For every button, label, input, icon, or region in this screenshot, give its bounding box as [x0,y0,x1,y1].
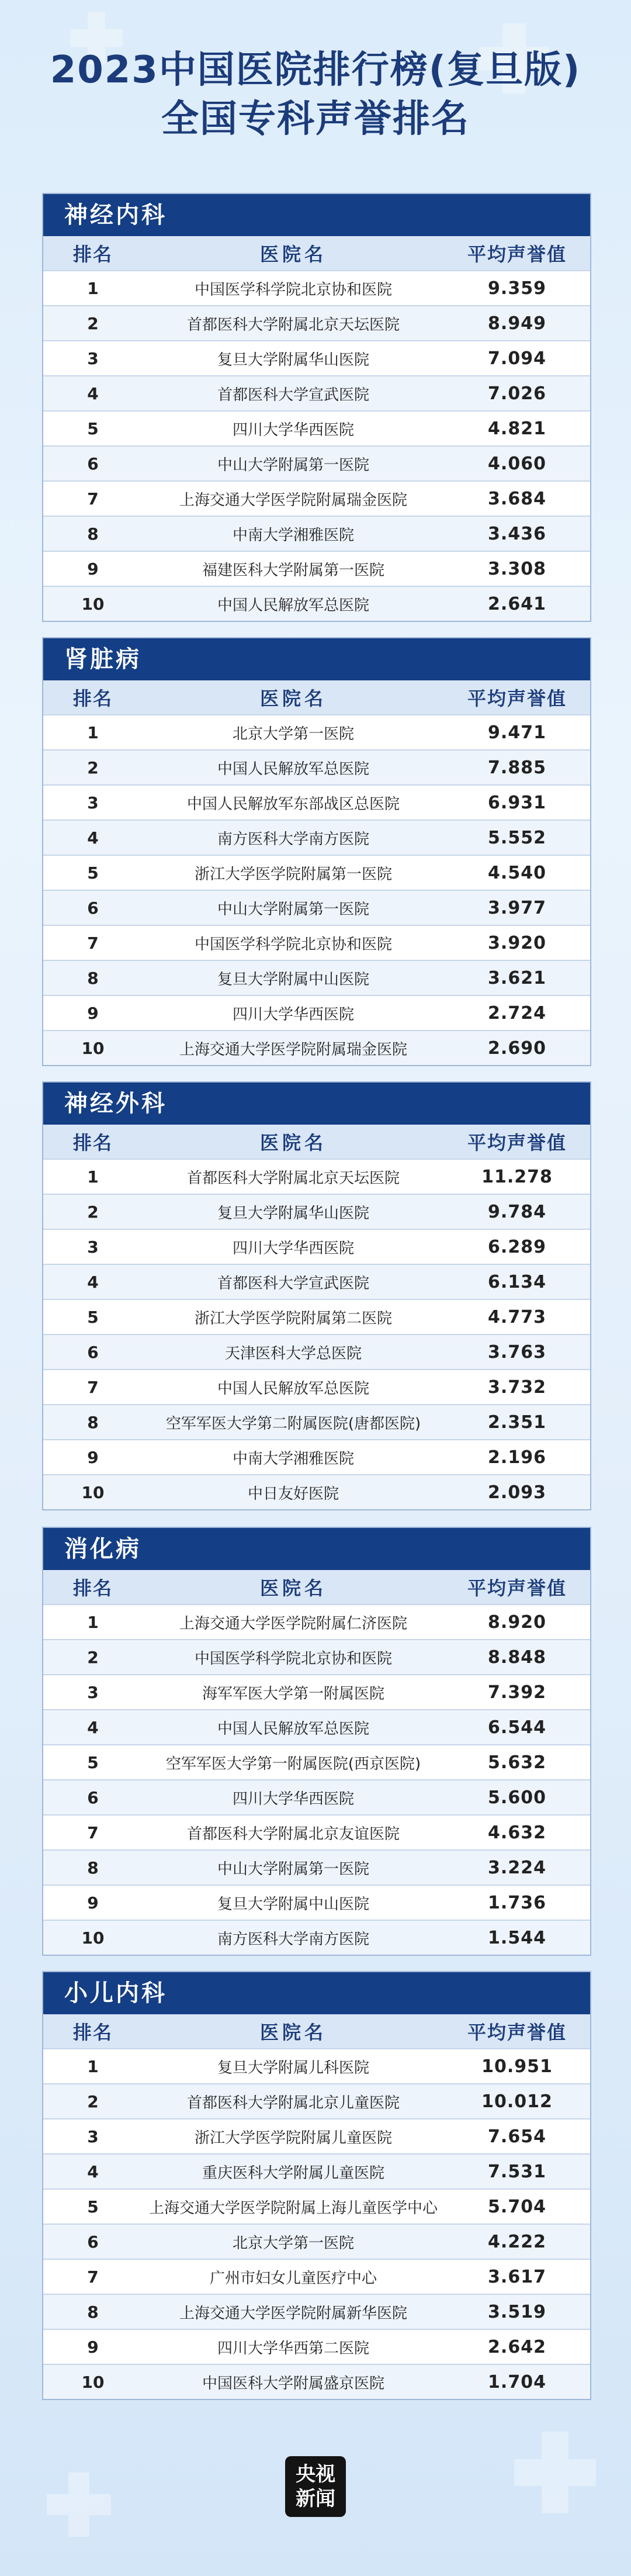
rank-cell: 9 [87,1893,99,1913]
rank-cell: 9 [87,2337,99,2357]
hospital-name-cell: 上海交通大学医学院附属仁济医院 [179,1614,407,1633]
ranking-section [42,637,591,1066]
table-row [43,925,590,960]
rank-cell: 1 [87,2056,99,2076]
section-title: 消化病 [43,1528,590,1570]
column-header-score: 平均声誉值 [467,2021,567,2043]
table-row [43,2294,590,2329]
score-cell: 6.134 [488,1271,546,1292]
rank-cell: 7 [87,1377,99,1397]
column-header-hospital: 医院名 [259,1577,327,1599]
score-cell: 8.949 [488,313,546,334]
table-row [43,586,590,621]
rank-cell: 6 [87,2232,99,2252]
hospital-name-cell: 四川大学华西医院 [232,1790,354,1808]
hospital-name-cell: 浙江大学医学院附属第一医院 [194,865,392,883]
hospital-name-cell: 中南大学湘雅医院 [232,526,354,544]
hospital-name-cell: 中国人民解放军总医院 [217,1720,369,1738]
hospital-name-cell: 上海交通大学医学院附属新华医院 [179,2304,407,2322]
ranking-section [42,193,591,622]
hospital-name-cell: 中国人民解放军总医院 [217,596,369,614]
column-header-score: 平均声誉值 [467,1132,567,1154]
table-row [43,2259,590,2294]
table-row [43,2364,590,2399]
score-cell: 5.552 [488,827,546,848]
table-row [43,1920,590,1955]
table-row [43,1885,590,1920]
column-header-score: 平均声誉值 [467,687,567,710]
hospital-name-cell: 复旦大学附属华山医院 [217,1204,369,1222]
score-cell: 8.920 [488,1612,546,1633]
hospital-name-cell: 重庆医科大学附属儿童医院 [202,2164,384,2182]
rank-cell: 5 [87,1752,99,1772]
rank-cell: 4 [87,1717,99,1737]
rank-cell: 7 [87,489,99,509]
rank-cell: 7 [87,2267,99,2287]
table-row [43,2224,590,2259]
hospital-name-cell: 广州市妇女儿童医疗中心 [209,2269,377,2287]
table-row [43,551,590,586]
score-cell: 4.632 [488,1822,546,1843]
rank-cell: 1 [87,278,99,298]
score-cell: 1.544 [488,1927,546,1948]
score-cell: 3.763 [488,1341,546,1363]
score-cell: 7.392 [488,1682,546,1703]
hospital-name-cell: 复旦大学附属儿科医院 [217,2059,369,2077]
table-row [43,1334,590,1369]
hospital-name-cell: 福建医科大学附属第一医院 [202,561,384,579]
rank-cell: 8 [87,968,99,988]
rank-cell: 2 [87,313,99,333]
section-title: 神经内科 [43,194,590,236]
score-cell: 10.951 [481,2056,553,2077]
rank-cell: 9 [87,1003,99,1023]
cctv-news-logo [285,2456,346,2517]
column-header-hospital: 医院名 [259,243,327,265]
rank-cell: 3 [87,1682,99,1702]
score-cell: 1.736 [488,1892,546,1913]
column-header-score: 平均声誉值 [467,1577,567,1599]
score-cell: 3.308 [488,558,546,579]
rank-cell: 5 [87,1307,99,1327]
hospital-name-cell: 上海交通大学医学院附属瑞金医院 [179,491,407,509]
rank-cell: 4 [87,1272,99,1292]
score-cell: 1.704 [488,2371,546,2392]
table-row [43,2048,590,2083]
rank-cell: 4 [87,828,99,848]
table-row [43,1264,590,1299]
score-cell: 2.642 [488,2336,546,2357]
hospital-name-cell: 复旦大学附属中山医院 [217,970,369,988]
score-cell: 7.531 [488,2161,546,2182]
table-row [43,2153,590,2188]
rank-cell: 6 [87,1342,99,1362]
rank-cell: 3 [87,2127,99,2146]
ranking-section [42,1527,591,1956]
rank-cell: 4 [87,383,99,403]
score-cell: 3.436 [488,523,546,544]
table-row [43,960,590,995]
hospital-name-cell: 首都医科大学附属北京儿童医院 [186,2094,400,2112]
score-cell: 4.540 [488,862,546,883]
score-cell: 3.519 [488,2301,546,2322]
hospital-name-cell: 中日友好医院 [247,1485,339,1503]
rank-cell: 3 [87,348,99,368]
score-cell: 9.359 [488,278,546,299]
hospital-name-cell: 浙江大学医学院附属儿童医院 [194,2129,392,2147]
logo-line-2: 新闻 [296,2487,335,2511]
hospital-name-cell: 南方医科大学南方医院 [217,1930,369,1948]
score-cell: 3.920 [488,932,546,953]
table-header-row [43,236,590,270]
hospital-name-cell: 中国人民解放军总医院 [217,760,369,778]
table-row [43,2329,590,2364]
rank-cell: 7 [87,933,99,953]
score-cell: 5.600 [488,1787,546,1808]
score-cell: 6.544 [488,1717,546,1738]
table-row [43,340,590,375]
table-header-row [43,1570,590,1604]
page-title [0,0,631,175]
ranking-section [42,1971,591,2400]
hospital-name-cell: 中山大学附属第一医院 [217,456,369,474]
table-row [43,1159,590,1194]
rank-cell: 3 [87,1237,99,1257]
hospital-name-cell: 北京大学第一医院 [232,2234,354,2252]
rank-cell: 9 [87,1447,99,1467]
score-cell: 5.632 [488,1752,546,1773]
ranking-section [42,1081,591,1510]
rank-cell: 9 [87,559,99,579]
rank-cell: 2 [87,758,99,777]
logo-line-1: 央视 [296,2463,335,2486]
rank-cell: 4 [87,2162,99,2181]
rank-cell: 10 [81,1482,105,1502]
table-row [43,1194,590,1229]
rank-cell: 1 [87,1612,99,1632]
hospital-name-cell: 海军军医大学第一附属医院 [202,1685,384,1703]
hospital-name-cell: 四川大学华西第二医院 [217,2339,369,2357]
hospital-name-cell: 中山大学附属第一医院 [217,1860,369,1878]
table-row [43,855,590,890]
table-row [43,1299,590,1334]
score-cell: 5.704 [488,2196,546,2217]
table-row [43,1404,590,1439]
rank-cell: 3 [87,793,99,812]
hospital-name-cell: 空军军医大学第二附属医院(唐都医院) [165,1415,421,1433]
table-row [43,305,590,340]
hospital-name-cell: 中国医科大学附属盛京医院 [202,2374,384,2392]
table-row [43,784,590,820]
hospital-name-cell: 上海交通大学医学院附属瑞金医院 [179,1040,407,1059]
score-cell: 9.784 [488,1201,546,1222]
rank-cell: 6 [87,1787,99,1807]
hospital-name-cell: 中国人民解放军东部战区总医院 [186,795,400,813]
rank-cell: 8 [87,1858,99,1877]
score-cell: 7.026 [488,383,546,404]
table-row [43,1639,590,1674]
score-cell: 2.724 [488,1002,546,1024]
rank-cell: 8 [87,1412,99,1432]
score-cell: 7.885 [488,757,546,778]
hospital-name-cell: 天津医科大学总医院 [224,1344,362,1363]
hospital-name-cell: 北京大学第一医院 [232,725,354,743]
hospital-name-cell: 四川大学华西医院 [232,1005,354,1024]
rank-cell: 5 [87,863,99,883]
hospital-name-cell: 中山大学附属第一医院 [217,900,369,918]
table-row [43,1779,590,1814]
hospital-name-cell: 四川大学华西医院 [232,1239,354,1257]
rank-cell: 7 [87,1823,99,1842]
section-title: 小儿内科 [43,1972,590,2014]
rank-cell: 8 [87,2302,99,2322]
column-header-hospital: 医院名 [259,1132,327,1154]
table-row [43,820,590,855]
score-cell: 2.351 [488,1412,546,1433]
column-header-score: 平均声誉值 [467,243,567,265]
hospital-name-cell: 中国人民解放军总医院 [217,1379,369,1398]
table-row [43,1369,590,1404]
hospital-name-cell: 首都医科大学附属北京天坛医院 [186,1169,400,1187]
column-header-hospital: 医院名 [259,2021,327,2043]
hospital-name-cell: 复旦大学附属华山医院 [217,351,369,369]
column-header-rank: 排名 [72,687,113,710]
table-row [43,270,590,305]
score-cell: 2.641 [488,593,546,614]
table-row [43,480,590,516]
table-row [43,890,590,925]
table-row [43,995,590,1030]
rank-cell: 1 [87,1167,99,1187]
score-cell: 10.012 [481,2091,553,2112]
column-header-rank: 排名 [72,2021,113,2043]
score-cell: 3.621 [488,967,546,988]
hospital-name-cell: 首都医科大学附属北京天坛医院 [186,316,400,334]
table-row [43,2188,590,2224]
rank-cell: 6 [87,898,99,918]
table-row [43,375,590,410]
score-cell: 9.471 [488,722,546,743]
hospital-name-cell: 中南大学湘雅医院 [232,1450,354,1468]
hospital-name-cell: 上海交通大学医学院附属上海儿童医学中心 [148,2199,438,2217]
hospital-name-cell: 中国医学科学院北京协和医院 [194,281,392,299]
rank-cell: 10 [81,594,105,614]
table-header-row [43,2014,590,2048]
score-cell: 3.617 [488,2266,546,2287]
column-header-rank: 排名 [72,1132,113,1154]
rank-cell: 10 [81,1928,105,1948]
score-cell: 4.821 [488,418,546,439]
score-cell: 2.690 [488,1038,546,1059]
hospital-name-cell: 南方医科大学南方医院 [217,830,369,848]
hospital-name-cell: 中国医学科学院北京协和医院 [194,1650,392,1668]
score-cell: 2.093 [488,1482,546,1503]
table-row [43,410,590,445]
cross-decoration-icon [514,2432,596,2513]
column-header-rank: 排名 [72,243,113,265]
hospital-name-cell: 复旦大学附属中山医院 [217,1895,369,1913]
score-cell: 2.196 [488,1447,546,1468]
table-row [43,714,590,749]
table-header-row [43,680,590,714]
score-cell: 4.773 [488,1306,546,1327]
hospital-name-cell: 空军军医大学第一附属医院(西京医院) [165,1755,421,1773]
table-row [43,2083,590,2118]
score-cell: 4.222 [488,2231,546,2252]
table-row [43,1604,590,1639]
hospital-name-cell: 首都医科大学宣武医院 [217,386,369,404]
table-row [43,1709,590,1744]
section-title: 肾脏病 [43,638,590,680]
column-header-hospital: 医院名 [259,687,327,710]
table-row [43,1030,590,1065]
cross-decoration-icon [47,2473,111,2537]
score-cell: 4.060 [488,453,546,474]
title-line-1: 2023中国医院排行榜(复旦版) [50,49,581,92]
table-row [43,1744,590,1779]
table-row [43,1474,590,1509]
hospital-name-cell: 浙江大学医学院附属第二医院 [194,1309,392,1327]
score-cell: 11.278 [481,1166,553,1187]
rank-cell: 6 [87,454,99,473]
table-row [43,516,590,551]
table-row [43,1229,590,1264]
table-row [43,1439,590,1474]
score-cell: 8.848 [488,1647,546,1668]
table-header-row [43,1125,590,1159]
hospital-name-cell: 四川大学华西医院 [232,421,354,439]
table-row [43,445,590,480]
rank-cell: 8 [87,524,99,544]
rank-cell: 5 [87,419,99,438]
score-cell: 6.289 [488,1236,546,1257]
section-title: 神经外科 [43,1083,590,1125]
score-cell: 3.732 [488,1377,546,1398]
score-cell: 3.977 [488,897,546,918]
hospital-name-cell: 中国医学科学院北京协和医院 [194,935,392,953]
score-cell: 3.684 [488,488,546,509]
rank-cell: 10 [81,1038,105,1058]
rank-cell: 2 [87,2091,99,2111]
hospital-name-cell: 首都医科大学附属北京友谊医院 [186,1825,400,1843]
table-row [43,1849,590,1885]
hospital-name-cell: 首都医科大学宣武医院 [217,1274,369,1292]
rank-cell: 2 [87,1647,99,1667]
score-cell: 7.094 [488,348,546,369]
score-cell: 7.654 [488,2126,546,2147]
rank-cell: 5 [87,2197,99,2217]
rank-cell: 2 [87,1202,99,1222]
column-header-rank: 排名 [72,1577,113,1599]
title-line-2: 全国专科声誉排名 [161,98,470,141]
table-row [43,749,590,784]
rank-cell: 1 [87,722,99,742]
score-cell: 6.931 [488,792,546,813]
table-row [43,1674,590,1709]
rank-cell: 10 [81,2372,105,2392]
table-row [43,2118,590,2153]
score-cell: 3.224 [488,1857,546,1878]
table-row [43,1814,590,1849]
